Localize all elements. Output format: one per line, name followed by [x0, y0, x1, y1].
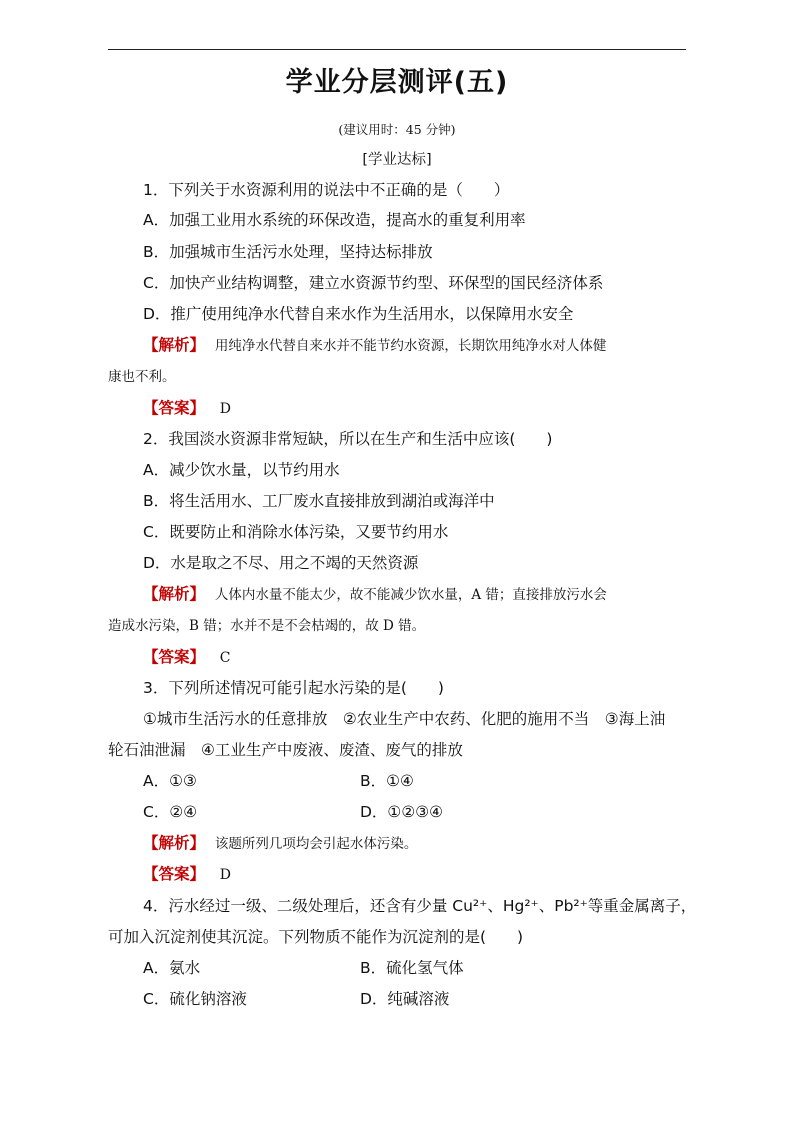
analysis-text: 该题所列几项均会引起水体污染。 — [214, 836, 418, 852]
answer-label: 【答案】 — [143, 865, 206, 883]
header-rule — [108, 49, 686, 50]
q1-analysis — [143, 335, 606, 356]
q3-stem: 3．下列所述情况可能引起水污染的是( ) — [143, 679, 444, 697]
q3-answer — [143, 864, 231, 885]
q1-option-d: D．推广使用纯净水代替自来水作为生活用水，以保障用水安全 — [143, 305, 574, 323]
q4-stem-cont: 可加入沉淀剂使其沉淀。下列物质不能作为沉淀剂的是( ) — [108, 928, 524, 946]
q1-stem: 1．下列关于水资源利用的说法中不正确的是（ ） — [143, 181, 510, 199]
q1-analysis-cont: 康也不利。 — [108, 369, 176, 385]
q3-option-a: A．①③ — [143, 772, 197, 790]
q2-option-d: D．水是取之不尽、用之不竭的天然资源 — [143, 554, 419, 572]
time-note: (建议用时：45 分钟) — [338, 122, 456, 137]
q2-stem: 2．我国淡水资源非常短缺，所以在生产和生活中应该( ) — [143, 430, 553, 448]
q4-option-b: B．硫化氢气体 — [360, 959, 464, 977]
q4-stem: 4．污水经过一级、二级处理后，还含有少量 Cu²⁺、Hg²⁺、Pb²⁺等重金属离子， — [143, 897, 697, 915]
q3-analysis — [143, 833, 417, 854]
q2-analysis-cont: 造成水污染，B 错；水并不是不会枯竭的，故 D 错。 — [108, 618, 426, 634]
q2-option-b: B．将生活用水、工厂废水直接排放到湖泊或海洋中 — [143, 492, 495, 510]
answer-label: 【答案】 — [143, 399, 206, 417]
q1-option-b: B．加强城市生活污水处理，坚持达标排放 — [143, 243, 433, 261]
q3-items: ①城市生活污水的任意排放 ②农业生产中农药、化肥的施用不当 ③海上油 — [143, 710, 666, 728]
q3-option-d: D．①②③④ — [360, 803, 444, 821]
q3-option-b: B．①④ — [360, 772, 414, 790]
analysis-text: 用纯净水代替自来水并不能节约水资源，长期饮用纯净水对人体健 — [214, 338, 607, 354]
q3-items-cont: 轮石油泄漏 ④工业生产中废液、废渣、废气的排放 — [108, 741, 463, 759]
page-title: 学业分层测评(五) — [285, 67, 509, 98]
q4-option-d: D．纯碱溶液 — [360, 990, 450, 1008]
q4-option-a: A．氨水 — [143, 959, 201, 977]
answer-value: D — [219, 401, 232, 417]
analysis-label: 【解析】 — [143, 336, 206, 354]
q2-analysis — [143, 584, 607, 605]
answer-label: 【答案】 — [143, 648, 206, 666]
analysis-text: 人体内水量不能太少，故不能减少饮水量，A 错；直接排放污水会 — [214, 587, 607, 603]
answer-value: C — [219, 650, 231, 666]
q1-option-a: A．加强工业用水系统的环保改造，提高水的重复利用率 — [143, 211, 526, 229]
q1-option-c: C．加快产业结构调整，建立水资源节约型、环保型的国民经济体系 — [143, 274, 604, 292]
analysis-label: 【解析】 — [143, 834, 206, 852]
answer-value: D — [219, 867, 232, 883]
q4-option-c: C．硫化钠溶液 — [143, 990, 247, 1008]
q3-option-c: C．②④ — [143, 803, 198, 821]
analysis-label: 【解析】 — [143, 585, 206, 603]
q1-answer — [143, 398, 231, 419]
q2-option-c: C．既要防止和消除水体污染，又要节约用水 — [143, 523, 449, 541]
q2-answer — [143, 647, 231, 668]
section-heading: [学业达标] — [362, 152, 432, 168]
q2-option-a: A．减少饮水量，以节约用水 — [143, 461, 340, 479]
